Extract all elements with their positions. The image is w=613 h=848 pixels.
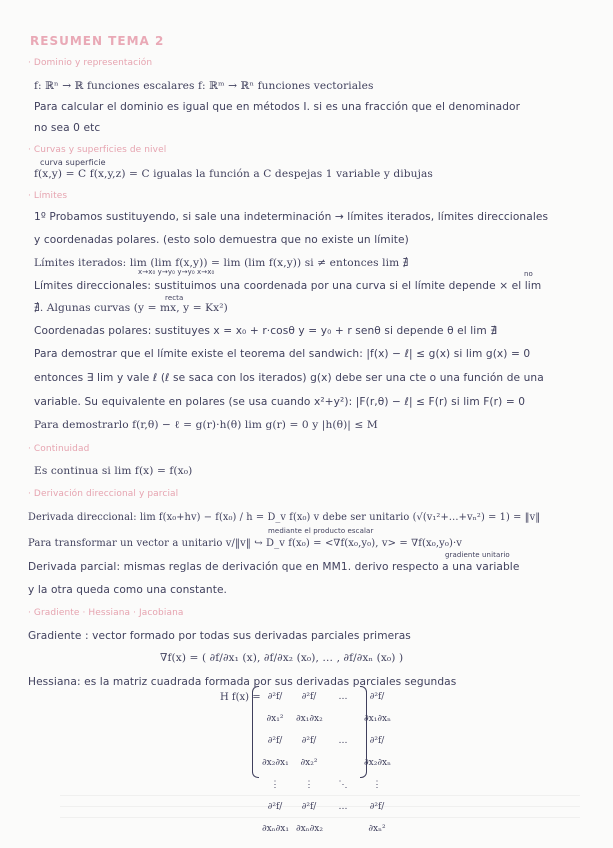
no-label: no bbox=[524, 270, 533, 278]
matrix-cell: ∂²f/∂x₂∂x₁ bbox=[262, 736, 289, 768]
scalar-product-note: mediante el producto escalar bbox=[268, 527, 374, 535]
section-limites: · Límites bbox=[28, 191, 68, 201]
partial-derivative-2: y la otra queda como una constante. bbox=[28, 584, 228, 596]
hessian-def: Hessiana: es la matriz cuadrada formada por sus derivadas parciales segundas bbox=[28, 676, 457, 688]
directional-limits: Límites direccionales: sustituimos una coordenada por una curva si el límite depende × el lim bbox=[34, 280, 542, 292]
gradient-def: Gradiente : vector formado por todas sus derivadas parciales primeras bbox=[28, 630, 411, 642]
bleed-through-lines bbox=[60, 785, 580, 825]
functions-line: f: ℝⁿ → ℝ funciones escalares f: ℝᵐ → ℝⁿ funciones vectoriales bbox=[34, 80, 374, 92]
matrix-cell: ⋮ bbox=[304, 780, 314, 790]
partial-derivative-1: Derivada parcial: mismas reglas de derivación que en MM1. derivo respecto a una variable bbox=[28, 561, 520, 573]
section-derivacion: · Derivación direccional y parcial bbox=[28, 489, 179, 499]
recta-label: recta bbox=[165, 294, 184, 302]
gradient-formula: ∇f(x) = ( ∂f/∂x₁ (x), ∂f/∂x₂ (x₀), … , ∂f/∂xₙ (x₀) ) bbox=[160, 652, 404, 664]
section-curvas: · Curvas y superficies de nivel bbox=[28, 145, 167, 155]
dominio-text-1: Para calcular el dominio es igual que en métodos I. si es una fracción que el denominador bbox=[34, 101, 521, 113]
dominio-text-2: no sea 0 etc bbox=[34, 122, 101, 134]
page-title: RESUMEN TEMA 2 bbox=[30, 34, 165, 48]
matrix-cell: ∂²f/∂x₁∂x₂ bbox=[296, 692, 323, 724]
matrix-cell: ∂²f/∂x₂∂xₙ bbox=[364, 736, 391, 768]
matrix-cell: ∂²f/∂x₁² bbox=[266, 692, 284, 724]
sandwich-proof: Para demostrarlo f(r,θ) − ℓ = g(r)·h(θ) lim g(r) = 0 y |h(θ)| ≤ M bbox=[34, 419, 378, 431]
matrix-cell: ∂²f/∂xₙ∂x₂ bbox=[296, 802, 323, 834]
continuity-def: Es continua si lim f(x) = f(x₀) bbox=[34, 465, 193, 477]
iterated-subscripts: x→x₀ y→y₀ y→y₀ x→x₀ bbox=[138, 268, 215, 276]
matrix-cell: … bbox=[338, 692, 348, 702]
matrix-left-bracket bbox=[252, 686, 259, 778]
sandwich-text-2: entonces ∃ lim y vale ℓ (ℓ se saca con los iterados) g(x) debe ser una cte o una función de una bbox=[34, 372, 544, 384]
curves-examples: ∄. Algunas curvas (y = mx, y = Kx²) bbox=[34, 302, 228, 314]
matrix-cell: ∂²f/∂xₙ∂x₁ bbox=[262, 802, 289, 834]
section-continuidad: · Continuidad bbox=[28, 444, 90, 454]
matrix-cell: ∂²f/∂x₂² bbox=[300, 736, 318, 768]
matrix-cell: ∂²f/∂x₁∂xₙ bbox=[364, 692, 391, 724]
level-sets-line: f(x,y) = C f(x,y,z) = C igualas la función a C despejas 1 variable y dibujas bbox=[34, 168, 433, 180]
sandwich-polar: variable. Su equivalente en polares (se usa cuando x²+y²): |F(r,θ) − ℓ| ≤ F(r) si lim F(r) = 0 bbox=[34, 396, 526, 408]
limites-text-2: y coordenadas polares. (esto solo demuestra que no existe un límite) bbox=[34, 234, 409, 246]
matrix-row bbox=[262, 686, 390, 730]
section-dominio: · Dominio y representación bbox=[28, 58, 153, 68]
curva-label: curva superficie bbox=[40, 158, 106, 167]
unit-vector: Para transformar un vector a unitario v/‖v‖ ↪ D_v f(x₀) = <∇f(x₀,y₀), v> = ∇f(x₀,y₀)·v bbox=[28, 538, 463, 549]
directional-derivative: Derivada direccional: lim f(x₀+hv) − f(x₀) / h = D_v f(x₀) v debe ser unitario (√(v₁²+…+vₙ²) = 1) = ‖v‖ bbox=[28, 512, 541, 523]
gradient-unit-labels: gradiente unitario bbox=[445, 551, 510, 559]
matrix-cell: ∂²f/∂xₙ² bbox=[368, 802, 386, 834]
polar-coords: Coordenadas polares: sustituyes x = x₀ + r·cosθ y = y₀ + r senθ si depende θ el lim ∄ bbox=[34, 325, 498, 337]
sandwich-theorem: Para demostrar que el límite existe el teorema del sandwich: |f(x) − ℓ| ≤ g(x) si lim g(x) = 0 bbox=[34, 348, 531, 360]
matrix-cell: … bbox=[338, 736, 348, 746]
matrix-cell: ⋮ bbox=[372, 780, 382, 790]
matrix-cell: ⋮ bbox=[270, 780, 280, 790]
hessian-label: H f(x) = bbox=[220, 692, 261, 703]
matrix-cell: ⋱ bbox=[338, 780, 348, 790]
matrix-cell: … bbox=[338, 802, 348, 812]
iterated-limits: Límites iterados: lim (lim f(x,y)) = lim (lim f(x,y)) si ≠ entonces lim ∄ bbox=[34, 257, 409, 269]
matrix-row bbox=[262, 730, 390, 774]
section-gradiente: · Gradiente · Hessiana · Jacobiana bbox=[28, 608, 184, 618]
limites-text-1: 1º Probamos sustituyendo, si sale una indeterminación → límites iterados, límites direccionales bbox=[34, 211, 549, 223]
